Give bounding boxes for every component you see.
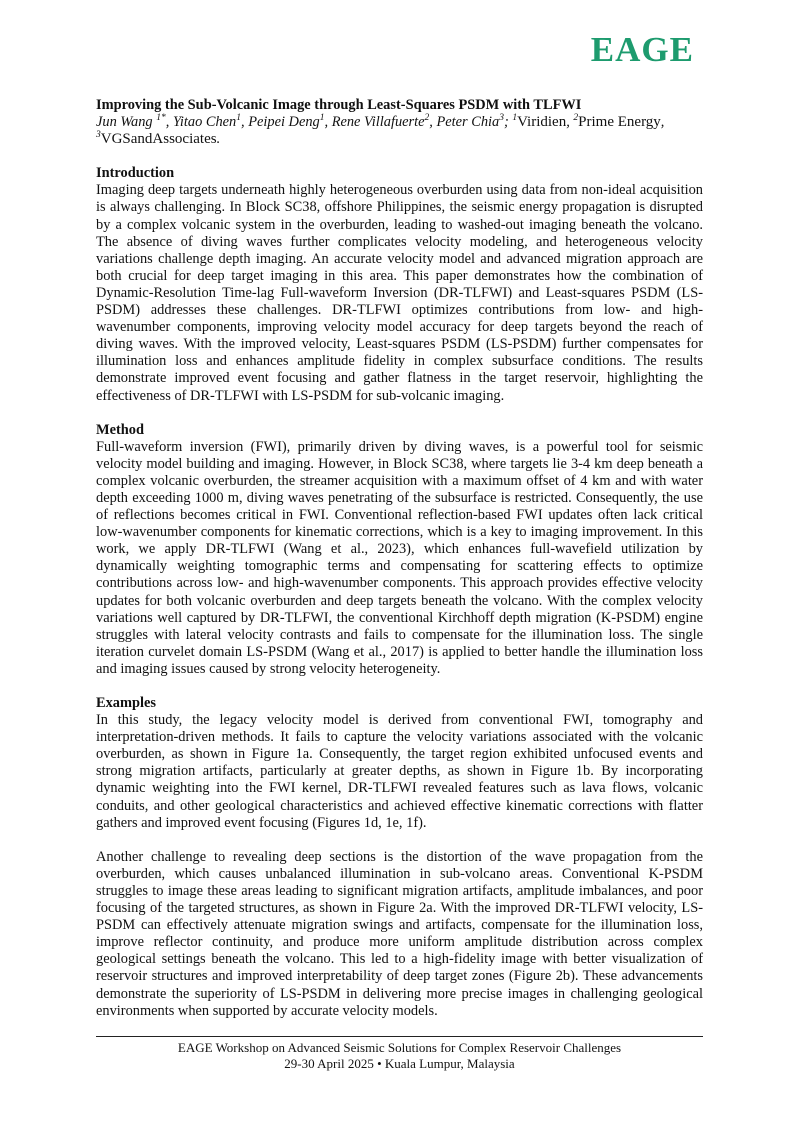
author-name: Peter Chia (436, 114, 500, 131)
paragraph: Another challenge to revealing deep sections is the distortion of the wave propagation from the overburden, which causes unbalanced illumination in sub-volcano areas. Conventional K-PSDM struggles to image these areas leading to significant migration artifacts, amplitude imbalances, and poor focusing of the targeted structures, as shown in Figure 2a. With the improved DR-TLFWI velocity, LS-PSDM can effectively attenuate migration swings and artifacts, compensate for the illumination loss, improve reflector continuity, and produce more uniform amplitude distribution across complex geological settings beneath the volcano. This led to a high-fidelity image with better visualization of reservoir structures and improved interpretability of deep target zones (Figure 2b). These advancements demonstrate the superiority of LS-PSDM in delivering more precise images in challenging geological environments when supported by accurate velocity models. (96, 848, 703, 1019)
author-affiliation-mark: 1 (236, 113, 241, 124)
author-name: Jun Wang (96, 114, 153, 131)
section-heading-examples: Examples (96, 695, 156, 711)
paper-body (96, 97, 703, 1020)
author-affiliation-mark: 3 (499, 113, 504, 124)
section-heading-introduction: Introduction (96, 165, 175, 182)
affiliation-mark: 2 (573, 113, 579, 124)
footer-divider (96, 1036, 703, 1037)
affiliation-mark: 3 (96, 130, 101, 141)
affiliation-name: Viridien (517, 114, 567, 131)
paragraph: Full-waveform inversion (FWI), primarily driven by diving waves, is a powerful tool for seismic velocity model building and imaging. However, in Block SC38, where targets lie 3-4 km deep beneath a complex volcanic overburden, the streamer acquisition with a maximum offset of 4 km and with water depth exceeding 1000 m, diving waves penetrating of the subsurface is restricted. Consequently, the use of reflections becomes critical in FWI. Conventional reflection-based FWI updates often lack critical low-wavenumber components for kinematic corrections, which is a key to imaging improvement. In this work, we apply DR-TLFWI (Wang et al., 2023), which enhances full-wavefield utilization by dynamically weighting tomographic terms and compensating for scattering effects to optimize contributions across low- and high-wavenumber components. This approach provides effective velocity updates for both volcanic overburden and deep targets beneath the volcano. With the complex velocity variations well captured by DR-TLFWI, the conventional Kirchhoff depth migration (K-PSDM) engine struggles with lateral velocity contrasts and fails to compensate for the illumination loss. The single iteration curvelet domain LS-PSDM (Wang et al., 2017) is applied to better handle the illumination loss and imaging issues caused by strong velocity heterogeneity. (96, 438, 703, 677)
author-name: Rene Villafuerte (331, 114, 425, 131)
author-affiliation-mark: 2 (424, 113, 430, 124)
paragraph: In this study, the legacy velocity model is derived from conventional FWI, tomography and interpretation-driven methods. It fails to capture the velocity variations associated with the volcanic overburden, as shown in Figure 1a. Consequently, the target region exhibited unfocused events and strong migration artifacts, particularly at greater depths, as shown in Figure 1b. By incorporating dynamic weighting into the FWI kernel, DR-TLFWI revealed features such as lava flows, volcanic conduits, and other geological characteristics and achieved effective kinematic corrections with flatter gathers and improved event focusing (Figures 1d, 1e, 1f). (96, 712, 703, 831)
eage-logo: EAGE (590, 30, 694, 69)
author-name: Peipei Deng (248, 114, 320, 131)
affiliation-name: VGSandAssociates (100, 131, 217, 148)
author-list: Jun Wang $^{1*}$, Yitao Chen$^1$, Peipei Deng$^1$, Rene Villafuerte$^2$, Peter Chia$^3$; $^1$Viridien, $^2$Prime Energy, $^3$VGSandAssociates. (96, 113, 665, 148)
page-footer (96, 1040, 703, 1072)
affiliation-mark: 1 (512, 113, 518, 124)
author-affiliation-mark: 1 (319, 113, 325, 124)
affiliation-name: Prime Energy (578, 114, 661, 131)
author-name: Yitao Chen (172, 114, 237, 131)
paper-title: Improving the Sub-Volcanic Image through Least-Squares PSDM with TLFWI (96, 97, 582, 113)
author-affiliation-mark: 1* (156, 113, 166, 124)
paragraph: Imaging deep targets underneath highly heterogeneous overburden using data from non-ideal acquisition is always challenging. In Block SC38, offshore Philippines, the seismic energy propagation is disrupted by a complex volcanic system in the overburden, leading to washed-out imaging beneath the volcano. The absence of diving waves further complicates velocity modeling, and heterogeneous velocity variations challenge depth imaging. An accurate velocity model and advanced migration approach are both crucial for deep target imaging in this area. This paper demonstrates how the combination of Dynamic-Resolution Time-lag Full-waveform Inversion (DR-TLFWI) and Least-squares PSDM (LS-PSDM) addresses these challenges. DR-TLFWI optimizes contributions from low- and high-wavenumber components, improving velocity model accuracy for deep targets beyond the reach of diving waves. With the improved velocity, Least-squares PSDM (LS-PSDM) further compensates for illumination loss and enhances amplitude fidelity in complex subsurface conditions. The results demonstrate improved event focusing and gather flatness in the target reservoir, highlighting the effectiveness of DR-TLFWI with LS-PSDM for sub-volcanic imaging. (96, 182, 703, 404)
footer-event-date-location: 29-30 April 2025 • Kuala Lumpur, Malaysia (284, 1056, 515, 1071)
footer-event-name: EAGE Workshop on Advanced Seismic Solutions for Complex Reservoir Challenges (177, 1040, 622, 1055)
section-heading-method: Method (96, 421, 144, 438)
